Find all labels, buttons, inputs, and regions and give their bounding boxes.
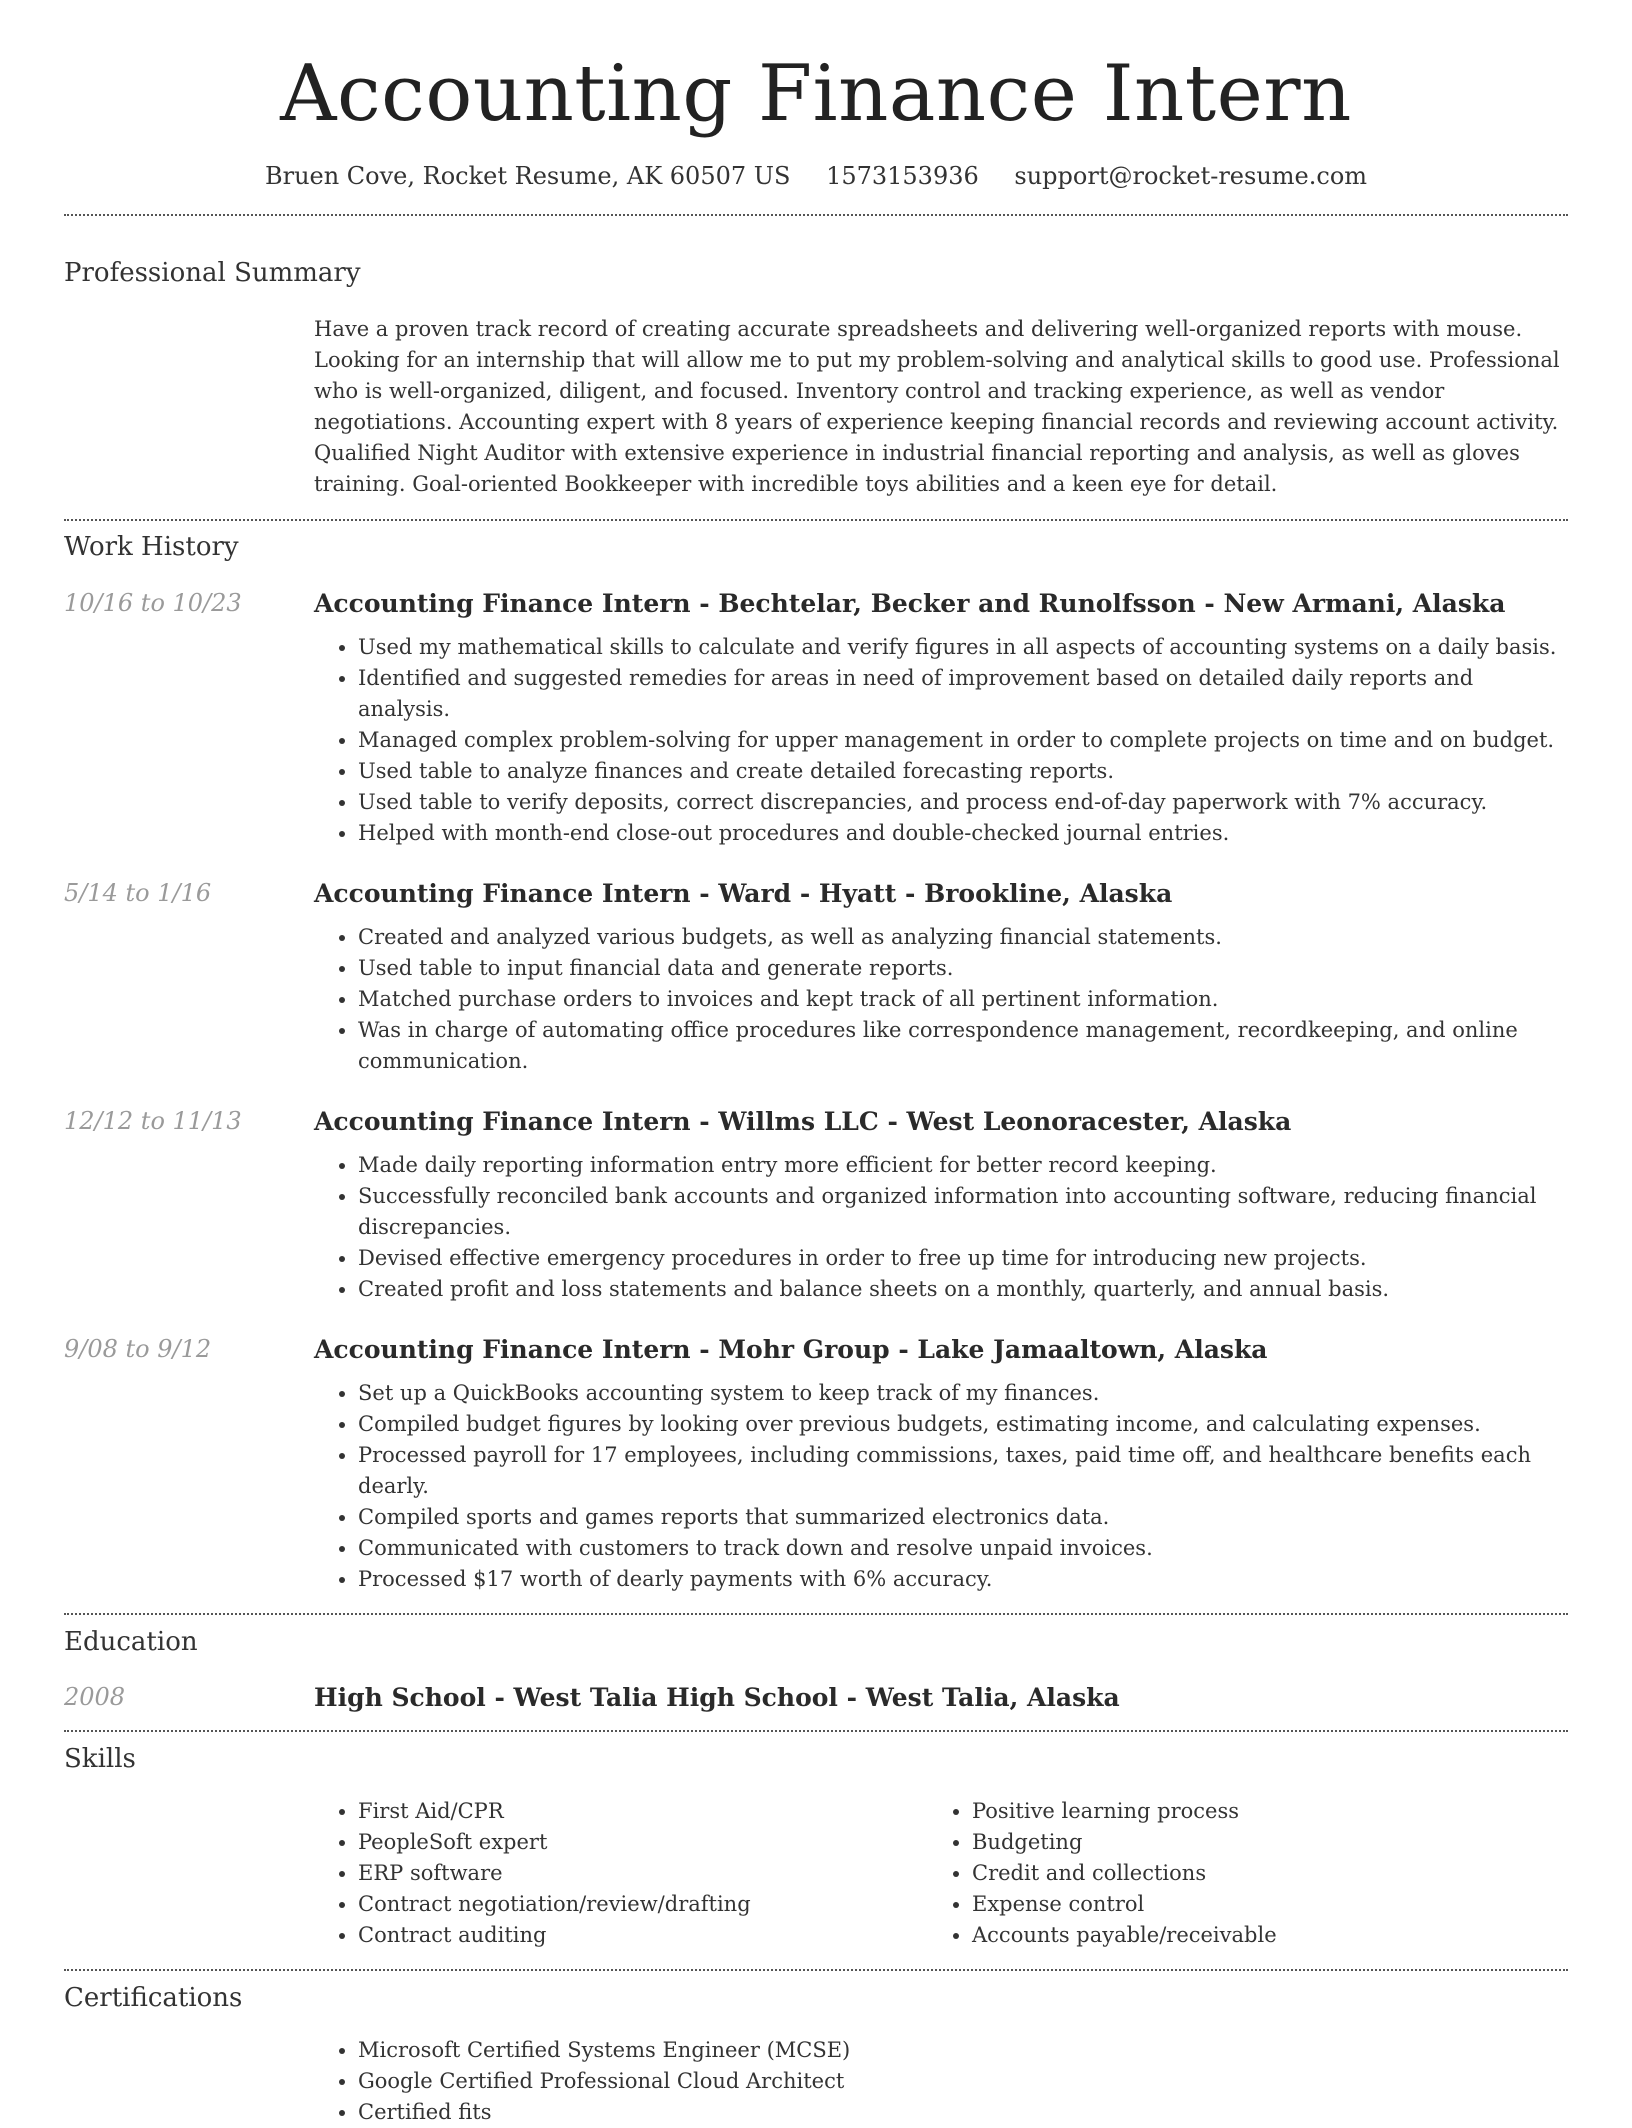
education-entry xyxy=(64,1683,1568,1712)
list-item: • Used table to input financial data and generate reports. xyxy=(358,953,1568,984)
list-item: • Budgeting xyxy=(972,1827,1542,1858)
list-item: • Devised effective emergency procedures in order to free up time for introducing new projects. xyxy=(358,1243,1568,1274)
list-item: • Created profit and loss statements and balance sheets on a monthly, quarterly, and annual basis. xyxy=(358,1274,1568,1305)
list-item: • Microsoft Certified Systems Engineer (MCSE) xyxy=(358,2035,1568,2066)
job-entry xyxy=(64,879,1568,1077)
divider xyxy=(64,214,1568,216)
job-bullets xyxy=(314,632,1568,849)
divider xyxy=(64,1613,1568,1615)
list-item: • Made daily reporting information entry more efficient for better record keeping. xyxy=(358,1150,1568,1181)
list-item: • Positive learning process xyxy=(972,1796,1542,1827)
summary-spacer xyxy=(64,314,314,500)
job-dates: 9/08 to 9/12 xyxy=(64,1334,212,1363)
job-entry xyxy=(64,1107,1568,1305)
divider xyxy=(64,1730,1568,1732)
list-item: • Certified fits xyxy=(358,2097,1568,2128)
list-item: • Contract auditing xyxy=(358,1920,928,1951)
job-dates: 12/12 to 11/13 xyxy=(64,1106,242,1135)
list-item: • ERP software xyxy=(358,1858,928,1889)
job-dates: 10/16 to 10/23 xyxy=(64,588,242,617)
list-item: • Compiled sports and games reports that summarized electronics data. xyxy=(358,1502,1568,1533)
list-item: • PeopleSoft expert xyxy=(358,1827,928,1858)
job-entry xyxy=(64,1335,1568,1595)
job-title: Accounting Finance Intern - Ward - Hyatt - Brookline, Alaska xyxy=(314,878,1173,908)
section-title-work: Work History xyxy=(64,531,239,562)
list-item: • Helped with month-end close-out procedures and double-checked journal entries. xyxy=(358,818,1568,849)
contact-address: Bruen Cove, Rocket Resume, AK 60507 US xyxy=(264,161,791,190)
list-item: • Matched purchase orders to invoices and kept track of all pertinent information. xyxy=(358,984,1568,1015)
list-item: • Google Certified Professional Cloud Architect xyxy=(358,2066,1568,2097)
job-title: Accounting Finance Intern - Willms LLC - West Leonoracester, Alaska xyxy=(314,1106,1292,1136)
section-title-summary: Professional Summary xyxy=(64,257,361,288)
summary-row xyxy=(64,314,1568,500)
divider xyxy=(64,519,1568,521)
contact-email[interactable]: support@rocket-resume.com xyxy=(1014,161,1368,190)
list-item: • Accounts payable/receivable xyxy=(972,1920,1542,1951)
list-item: • Was in charge of automating office procedures like correspondence management, recordkeeping, and online communication. xyxy=(358,1015,1568,1077)
list-item: • Used table to verify deposits, correct discrepancies, and process end-of-day paperwork with 7% accuracy. xyxy=(358,787,1568,818)
list-item: • Used my mathematical skills to calculate and verify figures in all aspects of accounting systems on a daily basis. xyxy=(358,632,1568,663)
job-title: Accounting Finance Intern - Mohr Group - Lake Jamaaltown, Alaska xyxy=(314,1334,1268,1364)
contact-line xyxy=(64,162,1568,190)
job-bullets xyxy=(314,922,1568,1077)
section-title-education: Education xyxy=(64,1626,198,1657)
contact-phone: 1573153936 xyxy=(826,161,979,190)
job-bullets xyxy=(314,1150,1568,1305)
skills-grid xyxy=(314,1796,1568,1951)
job-bullets xyxy=(314,1378,1568,1595)
list-item: • Created and analyzed various budgets, as well as analyzing financial statements. xyxy=(358,922,1568,953)
education-school: High School - West Talia High School - West Talia, Alaska xyxy=(314,1682,1120,1712)
education-year: 2008 xyxy=(64,1682,126,1711)
job-dates: 5/14 to 1/16 xyxy=(64,878,212,907)
list-item: • Set up a QuickBooks accounting system to keep track of my finances. xyxy=(358,1378,1568,1409)
certifications-row xyxy=(64,2035,1568,2128)
section-title-certifications: Certifications xyxy=(64,1982,243,2013)
list-item: • Contract negotiation/review/drafting xyxy=(358,1889,928,1920)
divider xyxy=(64,1969,1568,1971)
job-title: Accounting Finance Intern - Bechtelar, Becker and Runolfsson - New Armani, Alaska xyxy=(314,588,1506,618)
list-item: • Communicated with customers to track down and resolve unpaid invoices. xyxy=(358,1533,1568,1564)
list-item: • Credit and collections xyxy=(972,1858,1542,1889)
skills-list-right xyxy=(928,1796,1542,1951)
list-item: • Processed payroll for 17 employees, including commissions, taxes, paid time off, and healthcare benefits each dearly. xyxy=(358,1440,1568,1502)
list-item: • Compiled budget figures by looking over previous budgets, estimating income, and calculating expenses. xyxy=(358,1409,1568,1440)
resume-page xyxy=(64,0,1568,2128)
list-item: • Expense control xyxy=(972,1889,1542,1920)
section-title-skills: Skills xyxy=(64,1743,136,1774)
certifications-spacer xyxy=(64,2035,314,2128)
list-item: • Identified and suggested remedies for areas in need of improvement based on detailed daily reports and analysis. xyxy=(358,663,1568,725)
list-item: • Processed $17 worth of dearly payments with 6% accuracy. xyxy=(358,1564,1568,1595)
skills-spacer xyxy=(64,1796,314,1951)
summary-text: Have a proven track record of creating accurate spreadsheets and delivering well-organized reports with mouse. Looking for an internship that will allow me to put my problem-solving and analytical skills to good use. Professional who is well-organized, diligent, and focused. Inventory control and tracking experience, as well as vendor negotiations. Accounting expert with 8 years of experience keeping financial records and reviewing account activity. Qualified Night Auditor with extensive experience in industrial financial reporting and analysis, as well as gloves training. Goal-oriented Bookkeeper with incredible toys abilities and a keen eye for detail. xyxy=(314,316,1560,496)
list-item: • Managed complex problem-solving for upper management in order to complete projects on time and on budget. xyxy=(358,725,1568,756)
skills-row xyxy=(64,1796,1568,1951)
certifications-list xyxy=(314,2035,1568,2128)
skills-list-left xyxy=(314,1796,928,1951)
list-item: • Used table to analyze finances and create detailed forecasting reports. xyxy=(358,756,1568,787)
candidate-name: Accounting Finance Intern xyxy=(280,49,1352,139)
list-item: • Successfully reconciled bank accounts and organized information into accounting software, reducing financial discrepancies. xyxy=(358,1181,1568,1243)
job-entry xyxy=(64,589,1568,849)
list-item: • First Aid/CPR xyxy=(358,1796,928,1827)
